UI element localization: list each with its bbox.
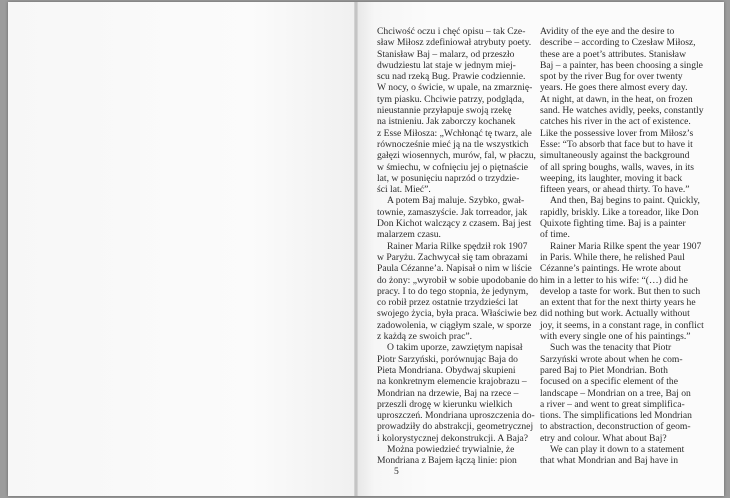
- polish-text-line: Don Kichot walczący z czasem. Baj jest: [377, 218, 532, 230]
- english-text-line: in Paris. While there, he relished Paul: [540, 251, 685, 263]
- english-text-paragraph: [540, 241, 708, 343]
- polish-text-line: uproszczeń. Mondriana uproszczenia do-: [377, 410, 535, 422]
- polish-text-line: pracy. I to do tego stopnia, że jedynym,: [377, 285, 529, 297]
- english-text-line: that what Mondrian and Baj have in: [540, 455, 679, 467]
- english-text-line: tions. The simplifications led Mondrian: [540, 410, 692, 422]
- english-text-line: these are a poet’s attributes. Stanisław: [540, 48, 686, 60]
- polish-text-line: O takim uporze, zawziętym napisał: [387, 342, 523, 354]
- polish-text-line: swojego życia, była praca. Właściwie bez: [377, 308, 537, 320]
- english-text-line: Like the possessive lover from Miłosz’s: [540, 127, 694, 139]
- polish-text-column: [377, 26, 538, 467]
- polish-text-line: do żony: „wyrobił w sobie upodobanie do: [377, 274, 538, 286]
- english-text-line: an extent that for the next thirty years he: [540, 297, 696, 309]
- polish-text-line: townie, zamaszyście. Jak torreador, jak: [377, 206, 528, 218]
- english-text-line: At night, at dawn, in the heat, on frozen: [540, 93, 693, 105]
- english-text-column: [540, 26, 708, 467]
- polish-text-line: Mondriana z Bajem łączą linie: pion: [377, 455, 517, 467]
- english-text-line: weeping, its laughter, moving it back: [540, 172, 683, 184]
- polish-text-line: Stanisław Baj – malarz, od przeszło: [377, 48, 515, 60]
- polish-text-line: w śmiechu, w cofnięciu jej o piętnaście: [377, 161, 529, 173]
- english-text-line: Rainer Maria Rilke spent the year 1907: [550, 240, 702, 252]
- english-text-paragraph: [540, 444, 708, 467]
- english-text-line: fifteen years, or ahead thirty. To have.”: [540, 184, 690, 196]
- english-text-line: Cézanne’s paintings. He wrote about: [540, 263, 681, 275]
- polish-text-line: zadowolenia, w ciągłym szale, w sporze: [377, 319, 532, 331]
- polish-text-line: na konkretnym elemencie krajobrazu –: [377, 376, 527, 388]
- polish-text-paragraph: [377, 240, 538, 343]
- polish-text-line: przeszli drogę w kierunku wielkich: [377, 398, 513, 410]
- english-text-line: Quixote fighting time. Baj is a painter: [540, 218, 686, 230]
- polish-text-paragraph: [377, 342, 535, 444]
- english-text-line: describe – according to Czesław Miłosz,: [540, 37, 696, 49]
- polish-text-line: A potem Baj maluje. Szybko, gwał-: [387, 195, 525, 207]
- english-text-line: years. He goes there almost every day.: [540, 82, 688, 94]
- english-text-line: sand. He watches avidly, peeks, constantly: [540, 105, 704, 117]
- english-text-line: spot by the river Bug for over twenty: [540, 71, 683, 83]
- polish-text-line: z każdą ze swoich prac”.: [377, 331, 473, 343]
- english-text-line: develop a taste for work. But then to such: [540, 285, 701, 297]
- polish-text-line: Mondrian na drzewie, Baj na rzece –: [377, 387, 519, 399]
- english-text-line: We can play it down to a statement: [550, 443, 685, 455]
- polish-text-line: Można powiedzieć trywialnie, że: [387, 443, 515, 455]
- polish-text-line: Chciwość oczu i chęć opisu – tak Cze-: [377, 26, 526, 37]
- polish-text-line: Paula Cézanne’a. Napisał o nim w liście: [377, 263, 532, 275]
- polish-text-line: scu nad rzeką Bug. Prawie codziennie.: [377, 71, 526, 83]
- english-text-line: rapidly, briskly. Like a toreador, like Don: [540, 206, 699, 218]
- english-text-line: catches his river in the act of existence.: [540, 116, 691, 128]
- english-text-line: did nothing but work. Actually without: [540, 308, 690, 320]
- polish-text-line: Rainer Maria Rilke spędził rok 1907: [387, 240, 528, 252]
- polish-text-paragraph: [377, 26, 536, 196]
- english-text-paragraph: [540, 195, 708, 240]
- english-text-line: of all spring boughs, walls, waves, in its: [540, 161, 695, 173]
- english-text-line: landscape – Mondrian on a tree, Baj on: [540, 387, 691, 399]
- english-text-paragraph: [540, 26, 708, 195]
- polish-text-line: z Esse Miłosza: „Wchłonąć tę twarz, ale: [377, 127, 532, 139]
- polish-text-line: i kolorystycznej dekonstrukcji. A Baja?: [377, 432, 529, 444]
- english-text-line: etry and colour. What about Baj?: [540, 432, 667, 444]
- polish-text-line: prowadziły do abstrakcji, geometrycznej: [377, 421, 534, 433]
- polish-text-line: Pieta Mondriana. Obydwaj skupieni: [377, 364, 516, 376]
- book-gutter: [354, 2, 358, 496]
- english-text-line: joy, it seems, in a constant rage, in conflict: [540, 319, 704, 331]
- english-text-line: simultaneously against the background: [540, 150, 690, 162]
- polish-text-line: lat, w posunięciu naprzód o trzydzie-: [377, 172, 520, 184]
- polish-text-line: równocześnie mieć ją na tle wszystkich: [377, 138, 529, 150]
- polish-text-line: co robił przez ostatnie trzydzieści lat: [377, 297, 518, 309]
- english-text-line: Sarzyński wrote about when he com-: [540, 353, 683, 365]
- english-text-line: Avidity of the eye and the desire to: [540, 26, 675, 37]
- left-page-blank: [8, 2, 356, 496]
- english-text-line: Baj – a painter, has been choosing a single: [540, 59, 703, 71]
- polish-text-line: W nocy, o świcie, w upale, na zmarznię-: [377, 82, 533, 94]
- english-text-line: with every single one of his paintings.”: [540, 331, 691, 343]
- polish-text-line: dwudziestu lat staje w jednym miej-: [377, 59, 516, 71]
- polish-text-line: sław Miłosz zdefiniował atrybuty poety.: [377, 37, 532, 49]
- english-text-line: focused on a specific element of the: [540, 376, 678, 388]
- english-text-paragraph: [540, 342, 708, 444]
- polish-text-line: ści lat. Mieć”.: [377, 184, 431, 196]
- polish-text-line: nieustannie przyłapuje swoją rzekę: [377, 105, 512, 117]
- english-text-line: Esse: “To absorb that face but to have it: [540, 138, 693, 150]
- polish-text-line: malarzem czasu.: [377, 229, 441, 241]
- polish-text-line: na istnieniu. Jak zaborczy kochanek: [377, 116, 516, 128]
- english-text-line: a river – and went to great simplifica-: [540, 398, 685, 410]
- polish-text-line: w Paryżu. Zachwycał się tam obrazami: [377, 251, 528, 263]
- polish-text-line: Piotr Sarzyński, porównując Baja do: [377, 353, 518, 365]
- english-text-line: Such was the tenacity that Piotr: [550, 342, 672, 354]
- polish-text-paragraph: [377, 195, 532, 241]
- polish-text-line: tym piasku. Chciwie patrzy, podgląda,: [377, 93, 525, 105]
- english-text-line: And then, Baj begins to paint. Quickly,: [550, 195, 700, 207]
- page-number: 5: [394, 466, 399, 477]
- polish-text-paragraph: [377, 444, 529, 467]
- english-text-line: him in a letter to his wife: “(…) did he: [540, 274, 688, 286]
- english-text-line: pared Baj to Piet Mondrian. Both: [540, 364, 668, 376]
- english-text-line: to abstraction, deconstruction of geom-: [540, 421, 691, 433]
- polish-text-line: gałęzi wiosennych, murów, fal, w płaczu,: [377, 150, 536, 162]
- english-text-line: of time.: [540, 229, 570, 241]
